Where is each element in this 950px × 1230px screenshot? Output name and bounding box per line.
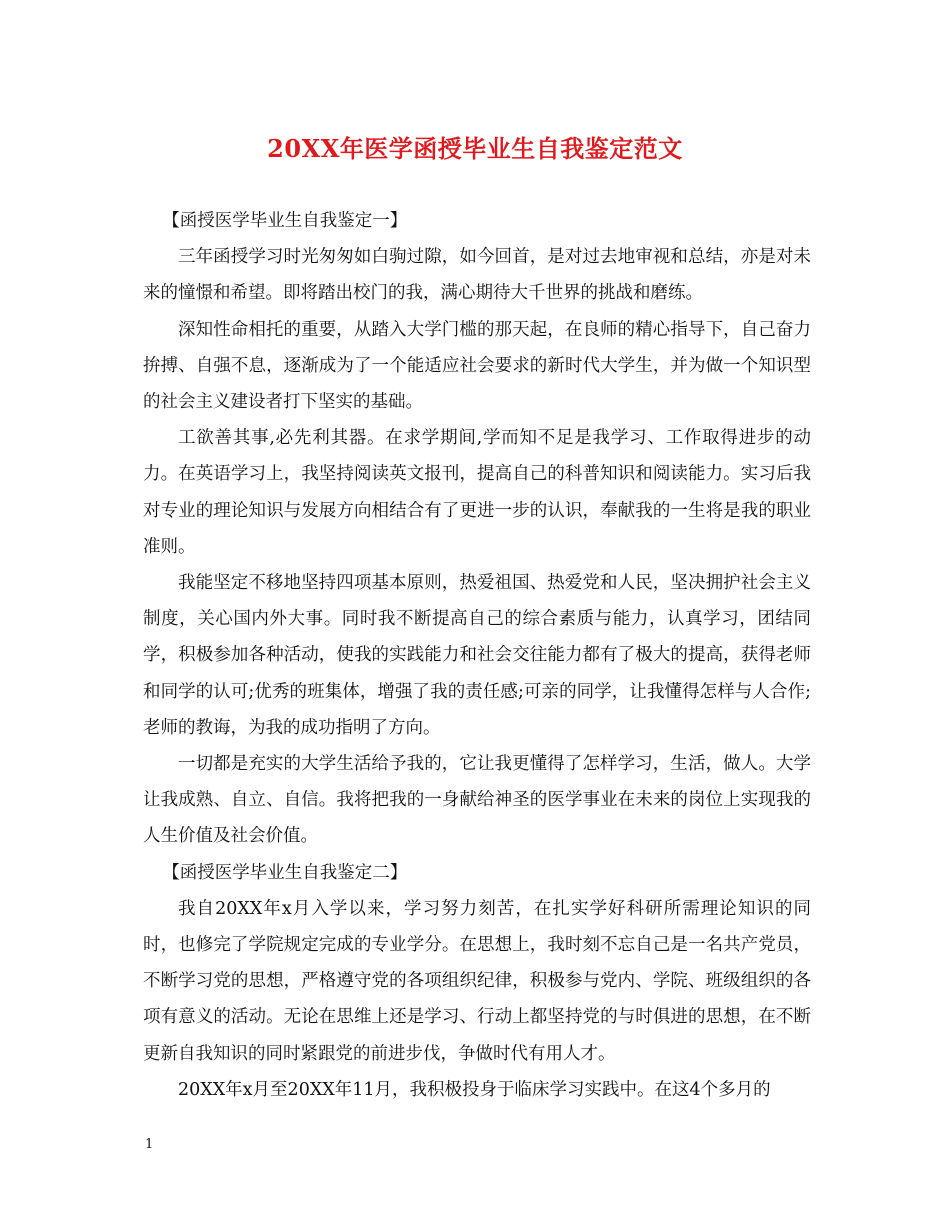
page-number: 1 — [145, 1137, 154, 1152]
paragraph: 工欲善其事,必先利其器。在求学期间,学而知不足是我学习、工作取得进步的动力。在英语学习上，我坚持阅读英文报刊，提高自己的科普知识和阅读能力。实习后我对专业的理论知识与发展方向相结合有了更进一步的认识，奉献我的一生将是我的职业准则。 — [143, 428, 811, 557]
document-body — [143, 203, 811, 1108]
paragraph: 我能坚定不移地坚持四项基本原则，热爱祖国、热爱党和人民，坚决拥护社会主义制度，关心国内外大事。同时我不断提高自己的综合素质与能力，认真学习，团结同学，积极参加各种活动，使我的实践能力和社会交往能力都有了极大的提高，获得老师和同学的认可;优秀的班集体，增强了我的责任感;可亲的同学，让我懂得怎样与人合作;老师的教诲，为我的成功指明了方向。 — [143, 573, 811, 738]
paragraph: 三年函授学习时光匆匆如白驹过隙，如今回首，是对过去地审视和总结，亦是对未来的憧憬和希望。即将踏出校门的我，满心期待大千世界的挑战和磨练。 — [143, 247, 811, 304]
paragraph: 20XX年x月至20XX年11月，我积极投身于临床学习实践中。在这4个多月的 — [178, 1079, 771, 1100]
paragraph: 一切都是充实的大学生活给予我的，它让我更懂得了怎样学习，生活，做人。大学让我成熟、自立、自信。我将把我的一身献给神圣的医学事业在未来的岗位上实现我的人生价值及社会价值。 — [143, 754, 811, 847]
paragraph: 我自20XX年x月入学以来，学习努力刻苦，在扎实学好科研所需理论知识的同时，也修完了学院规定完成的专业学分。在思想上，我时刻不忘自己是一名共产党员，不断学习党的思想，严格遵守党的各项组织纪律，积极参与党内、学院、班级组织的各项有意义的活动。无论在思维上还是学习、行动上都坚持党的与时俱进的思想，在不断更新自我知识的同时紧跟党的前进步伐，争做时代有用人才。 — [143, 898, 811, 1064]
section-heading-1: 【函授医学毕业生自我鉴定一】 — [162, 211, 408, 231]
document-title: 20XX年医学函授毕业生自我鉴定范文 — [267, 134, 683, 163]
paragraph: 深知性命相托的重要，从踏入大学门槛的那天起，在良师的精心指导下，自己奋力拚搏、自强不息，逐渐成为了一个能适应社会要求的新时代大学生，并为做一个知识型的社会主义建设者打下坚实的基础。 — [143, 319, 811, 413]
section-heading-2: 【函授医学毕业生自我鉴定二】 — [162, 862, 408, 883]
